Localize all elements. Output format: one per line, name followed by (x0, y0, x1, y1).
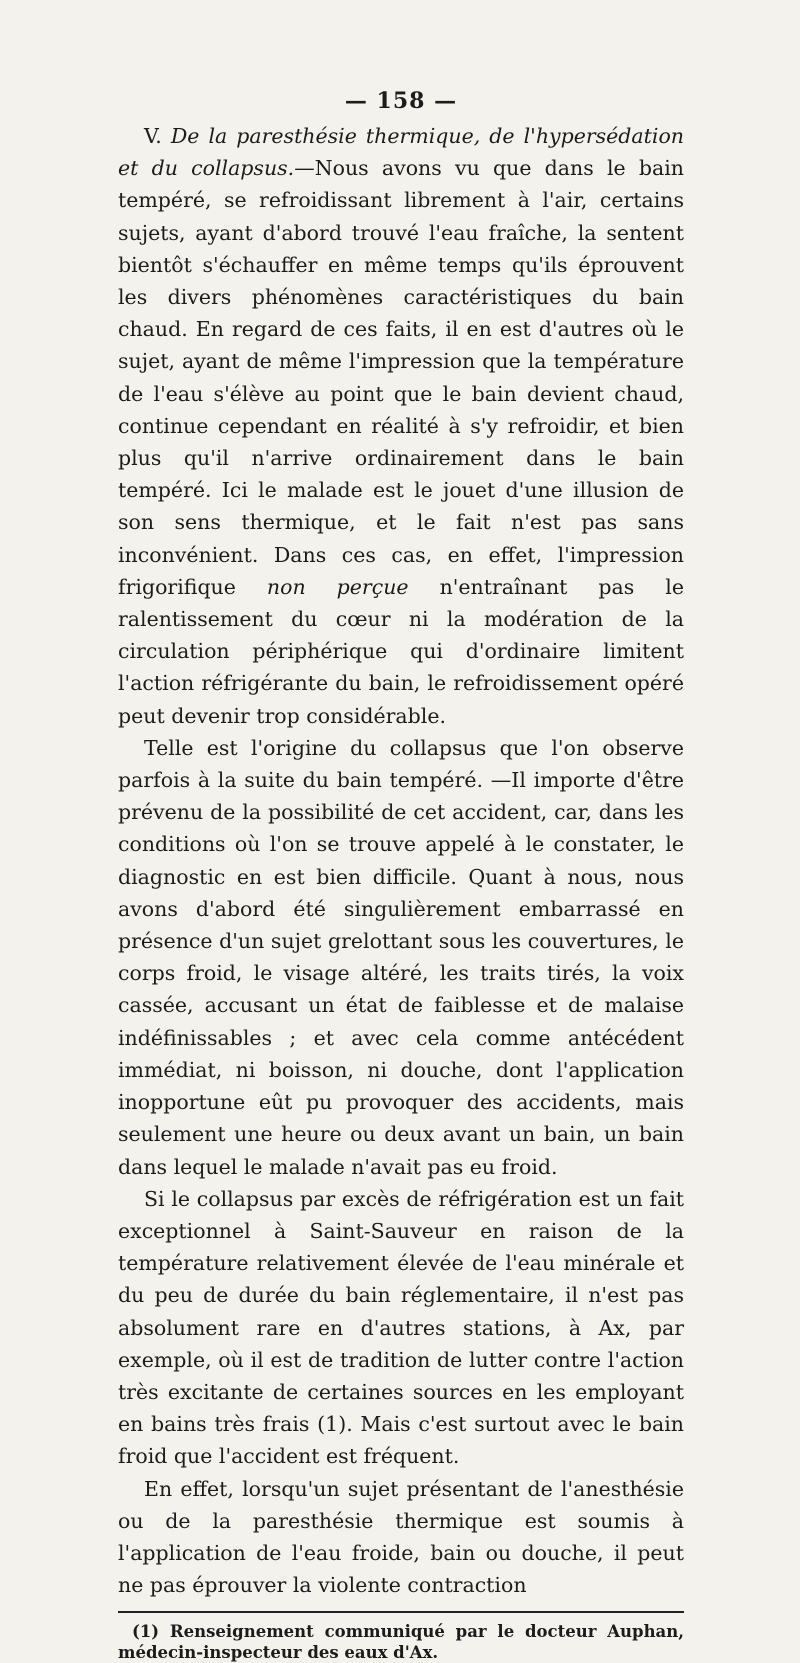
section-heading: De la paresthésie thermique, de l'hypersédation et du collapsus. (118, 124, 684, 181)
footnote-divider (118, 1611, 684, 1613)
paragraph (118, 120, 684, 732)
paragraph: Si le collapsus par excès de réfrigération est un fait exceptionnel à Saint-Sauveur en raison de la température relativement élevée de l'eau minérale et du peu de durée du bain réglementaire, il n'est pas absolument rare en d'autres stations, à Ax, par exemple, où il est de tradition de lutter contre l'action très excitante de certaines sources en les employant en bains très frais (1). Mais c'est surtout avec le bain froid que l'accident est fréquent. (118, 1186, 684, 1469)
page (118, 88, 684, 1663)
page-number: — 158 — (344, 88, 458, 114)
paragraph: Telle est l'origine du collapsus que l'on observe parfois à la suite du bain tempéré. —Il importe d'être prévenu de la possibilité de cet accident, car, dans les conditions où l'on se trouve appelé à le constater, le diagnostic en est bien difficile. Quant à nous, nous avons d'abord été singulièrement embarrassé en présence d'un sujet grelottant sous les couvertures, le corps froid, le visage altéré, les traits tirés, la voix cassée, accusant un état de faiblesse et de malaise indéfinissables ; et avec cela comme antécédent immédiat, ni boisson, ni douche, dont l'application inopportune eût pu provoquer des accidents, mais seulement une heure ou deux avant un bain, un bain dans lequel le malade n'avait pas eu froid. (118, 735, 684, 1179)
section-label: V. (144, 124, 162, 148)
footnote: (1) Renseignement communiqué par le docteur Auphan, médecin-inspecteur des eaux d'Ax. (118, 1622, 684, 1663)
paragraph-text: —Nous avons vu que dans le bain tempéré, se refroidissant librement à l'air, certains sujets, ayant d'abord trouvé l'eau fraîche, la sentent bientôt s'échauffer en même temps qu'ils éprouvent les divers phénomènes caractéristiques du bain chaud. En regard de ces faits, il en est d'autres où le sujet, ayant de même l'impression que la température de l'eau s'élève au point que le bain devient chaud, continue cependant en réalité à s'y refroidir, et bien plus qu'il n'arrive ordinairement dans le bain tempéré. Ici le malade est le jouet d'une illusion de son sens thermique, et le fait n'est pas sans inconvénient. Dans ces cas, en effet, l'impression frigorifique (118, 156, 684, 599)
paragraph-text-continued: n'entraînant pas le ralentissement du cœur ni la modération de la circulation périphérique qui d'ordinaire limitent l'action réfrigérante du bain, le refroidissement opéré peut devenir trop considérable. (118, 574, 684, 728)
body-text (118, 120, 684, 1601)
paragraph: En effet, lorsqu'un sujet présentant de l'anesthésie ou de la paresthésie thermique est soumis à l'application de l'eau froide, bain ou douche, il peut ne pas éprouver la violente contraction (118, 1476, 684, 1598)
emphasis-text: non perçue (266, 574, 409, 599)
